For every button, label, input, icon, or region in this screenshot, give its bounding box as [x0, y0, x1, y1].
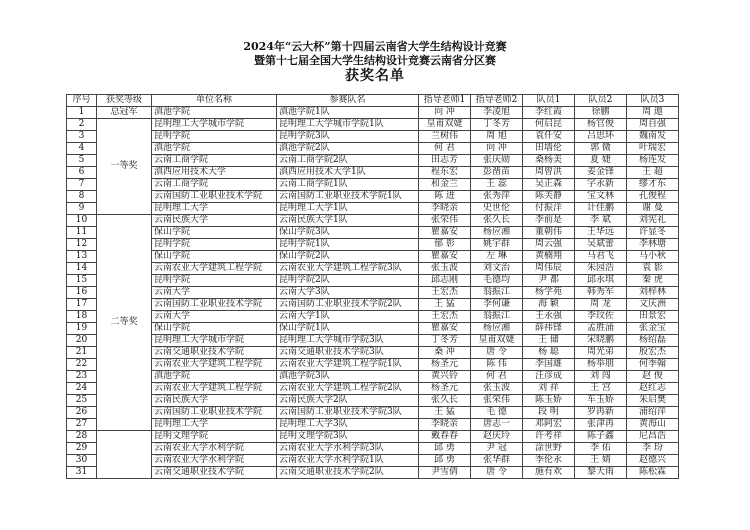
cell-index: 11: [67, 227, 97, 239]
cell-index: 24: [67, 383, 97, 395]
cell-advisor-2: 张秀萍: [471, 191, 523, 203]
cell-member-3: 李 玢: [627, 443, 679, 455]
cell-member-1: 薛祎锋: [523, 323, 575, 335]
table-row: [67, 191, 679, 203]
cell-member-3: 周自强: [627, 119, 679, 131]
header-team-name: 参赛队名: [277, 95, 419, 107]
cell-member-2: 吴斌蕾: [575, 239, 627, 251]
cell-member-1: 田墙伦: [523, 143, 575, 155]
table-row: [67, 299, 679, 311]
cell-award-level: 二等奖: [97, 215, 152, 431]
cell-member-3: 田景宏: [627, 311, 679, 323]
cell-institution: 云南国防工业职业技术学院: [152, 407, 277, 419]
cell-institution: 滇池学院: [152, 107, 277, 119]
cell-advisor-1: 向 冲: [419, 107, 471, 119]
cell-institution: 云南交通职业技术学院: [152, 347, 277, 359]
cell-advisor-1: 尹雪倩: [419, 467, 471, 479]
cell-advisor-2: 杨应湘: [471, 323, 523, 335]
cell-team-name: 昆明理工大学3队: [277, 419, 419, 431]
cell-member-1: 付振洋: [523, 203, 575, 215]
cell-advisor-2: 张华群: [471, 455, 523, 467]
cell-member-3: 秦 虎: [627, 275, 679, 287]
cell-team-name: 滇池学院1队: [277, 107, 419, 119]
cell-member-1: 邓阿宏: [523, 419, 575, 431]
cell-member-3: 缪才东: [627, 179, 679, 191]
cell-advisor-1: 程东宏: [419, 167, 471, 179]
cell-member-2: 车玉娇: [575, 395, 627, 407]
table-row: [67, 467, 679, 479]
cell-member-1: 袁仟安: [523, 131, 575, 143]
cell-advisor-1: 邱志刚: [419, 275, 471, 287]
table-row: [67, 347, 679, 359]
cell-team-name: 昆明学院1队: [277, 239, 419, 251]
cell-institution: 云南农业大学水利学院: [152, 455, 277, 467]
cell-member-2: 李 佑: [575, 443, 627, 455]
cell-index: 23: [67, 371, 97, 383]
table-row: [67, 107, 679, 119]
cell-institution: 云南民族大学: [152, 395, 277, 407]
cell-team-name: 昆明理工大学1队: [277, 203, 419, 215]
table-row: [67, 179, 679, 191]
cell-member-2: 邱永琪: [575, 275, 627, 287]
cell-team-name: 滇池学院3队: [277, 371, 419, 383]
cell-institution: 保山学院: [152, 251, 277, 263]
cell-index: 27: [67, 419, 97, 431]
table-row: [67, 251, 679, 263]
cell-team-name: 云南国防工业职业技术学院1队: [277, 191, 419, 203]
cell-institution: 昆明学院: [152, 131, 277, 143]
cell-member-1: 何启昆: [523, 119, 575, 131]
cell-team-name: 昆明文理学院3队: [277, 431, 419, 443]
cell-member-1: 杨学苑: [523, 287, 575, 299]
cell-member-2: 张津再: [575, 419, 627, 431]
cell-advisor-2: 周 旭: [471, 131, 523, 143]
cell-member-3: 谢 曼: [627, 203, 679, 215]
cell-member-1: 段 明: [523, 407, 575, 419]
cell-team-name: 云南农业大学建筑工程学院1队: [277, 359, 419, 371]
cell-advisor-2: 翁振江: [471, 287, 523, 299]
cell-advisor-2: 张荣伟: [471, 395, 523, 407]
table-row: [67, 311, 679, 323]
cell-institution: 云南国防工业职业技术学院: [152, 299, 277, 311]
cell-advisor-2: 史世伦: [471, 203, 523, 215]
cell-advisor-2: 丁冬芳: [471, 119, 523, 131]
award-table: [66, 94, 679, 479]
cell-team-name: 保山学院3队: [277, 227, 419, 239]
cell-award-level: 一等奖: [97, 119, 152, 215]
cell-institution: 昆明理工大学: [152, 203, 277, 215]
cell-team-name: 保山学院1队: [277, 323, 419, 335]
cell-member-1: 王永强: [523, 311, 575, 323]
cell-member-1: 杨 聪: [523, 347, 575, 359]
table-row: [67, 335, 679, 347]
cell-institution: 云南大学: [152, 311, 277, 323]
cell-institution: 昆明理工大学: [152, 419, 277, 431]
table-body: [67, 107, 679, 479]
cell-institution: 昆明学院: [152, 239, 277, 251]
title-line-1: 2024年“云大杯”第十四届云南省大学生结构设计竞赛: [243, 40, 507, 53]
cell-member-2: 杨官俊: [575, 119, 627, 131]
cell-index: 17: [67, 299, 97, 311]
cell-team-name: 云南民族大学2队: [277, 395, 419, 407]
cell-member-3: 魏南发: [627, 131, 679, 143]
cell-team-name: 昆明学院2队: [277, 275, 419, 287]
cell-member-3: 黄海山: [627, 419, 679, 431]
table-row: [67, 443, 679, 455]
cell-member-2: 杨举朋: [575, 359, 627, 371]
cell-member-2: 孟胜涌: [575, 323, 627, 335]
cell-member-1: 尹 都: [523, 275, 575, 287]
cell-institution: 云南农业大学建筑工程学院: [152, 263, 277, 275]
cell-team-name: 云南工商学院2队: [277, 155, 419, 167]
cell-member-2: 吕思环: [575, 131, 627, 143]
cell-institution: 保山学院: [152, 227, 277, 239]
cell-member-3: 张金宝: [627, 323, 679, 335]
cell-member-1: 许考祥: [523, 431, 575, 443]
cell-member-1: 周伟辰: [523, 263, 575, 275]
cell-advisor-2: 张久长: [471, 215, 523, 227]
cell-member-2: 周 龙: [575, 299, 627, 311]
cell-institution: 昆明理工大学城市学院: [152, 335, 277, 347]
cell-advisor-1: 王 猛: [419, 407, 471, 419]
cell-index: 7: [67, 179, 97, 191]
table-row: [67, 287, 679, 299]
cell-team-name: 云南大学1队: [277, 311, 419, 323]
cell-member-3: 孔俊程: [627, 191, 679, 203]
cell-member-1: 周曾洪: [523, 167, 575, 179]
cell-member-2: 朱园浩: [575, 263, 627, 275]
cell-member-2: 徐鹏: [575, 107, 627, 119]
cell-member-2: 李 斌: [575, 215, 627, 227]
table-row: [67, 203, 679, 215]
cell-member-3: 杨连发: [627, 155, 679, 167]
cell-advisor-2: 毛德均: [471, 275, 523, 287]
cell-team-name: 云南交通职业技术学院2队: [277, 467, 419, 479]
cell-member-1: 施有欢: [523, 467, 575, 479]
cell-member-3: 许显冬: [627, 227, 679, 239]
cell-index: 1: [67, 107, 97, 119]
table-row: [67, 215, 679, 227]
cell-team-name: 滇西应用技术大学1队: [277, 167, 419, 179]
cell-institution: 云南交通职业技术学院: [152, 467, 277, 479]
cell-index: 16: [67, 287, 97, 299]
cell-index: 6: [67, 167, 97, 179]
cell-institution: 云南大学: [152, 287, 277, 299]
cell-index: 15: [67, 275, 97, 287]
cell-index: 10: [67, 215, 97, 227]
table-row: [67, 419, 679, 431]
cell-team-name: 云南国防工业职业技术学院3队: [277, 407, 419, 419]
cell-member-3: 浦绍萍: [627, 407, 679, 419]
cell-member-1: 陈芙静: [523, 191, 575, 203]
cell-award-level: [97, 431, 152, 479]
cell-advisor-2: 张玉波: [471, 383, 523, 395]
cell-advisor-2: 陈 伟: [471, 359, 523, 371]
cell-member-2: 姜金锋: [575, 167, 627, 179]
cell-advisor-1: 和金兰: [419, 179, 471, 191]
cell-member-3: 陈松霖: [627, 467, 679, 479]
cell-member-1: 吴正森: [523, 179, 575, 191]
cell-team-name: 昆明理工大学城市学院1队: [277, 119, 419, 131]
cell-advisor-2: 刘文治: [471, 263, 523, 275]
cell-advisor-1: 桑 冲: [419, 347, 471, 359]
cell-member-3: 周 遨: [627, 107, 679, 119]
cell-advisor-1: 陈 进: [419, 191, 471, 203]
table-row: [67, 275, 679, 287]
cell-institution: 滇池学院: [152, 143, 277, 155]
cell-index: 3: [67, 131, 97, 143]
cell-member-3: 刘宪礼: [627, 215, 679, 227]
cell-member-3: 文庆洲: [627, 299, 679, 311]
cell-member-3: 朱启樊: [627, 395, 679, 407]
header-advisor-2: 指导老师2: [471, 95, 523, 107]
cell-member-3: 叶瑞宏: [627, 143, 679, 155]
table-row: [67, 227, 679, 239]
cell-advisor-2: 唐 令: [471, 467, 523, 479]
cell-member-1: 海 颖: [523, 299, 575, 311]
cell-member-1: 周云强: [523, 239, 575, 251]
cell-index: 18: [67, 311, 97, 323]
cell-advisor-2: 何 君: [471, 371, 523, 383]
cell-team-name: 昆明学院3队: [277, 131, 419, 143]
cell-index: 12: [67, 239, 97, 251]
cell-team-name: 云南国防工业职业技术学院2队: [277, 299, 419, 311]
cell-institution: 云南工商学院: [152, 155, 277, 167]
cell-index: 22: [67, 359, 97, 371]
cell-institution: 云南农业大学水利学院: [152, 443, 277, 455]
cell-advisor-2: 杨应湘: [471, 227, 523, 239]
cell-member-2: 周光弟: [575, 347, 627, 359]
cell-team-name: 云南农业大学建筑工程学院3队: [277, 263, 419, 275]
cell-member-2: 王 婧: [575, 455, 627, 467]
cell-member-3: 尼昌浩: [627, 431, 679, 443]
table-row: [67, 143, 679, 155]
cell-advisor-1: 张荣伟: [419, 215, 471, 227]
cell-index: 26: [67, 407, 97, 419]
cell-member-2: 王华远: [575, 227, 627, 239]
cell-advisor-2: 李何谦: [471, 299, 523, 311]
table-row: [67, 131, 679, 143]
cell-advisor-1: 郁 彰: [419, 239, 471, 251]
cell-advisor-1: 李晓亲: [419, 419, 471, 431]
cell-team-name: 云南民族大学1队: [277, 215, 419, 227]
cell-advisor-1: 兰树伟: [419, 131, 471, 143]
table-row: [67, 431, 679, 443]
cell-member-2: 李玟佐: [575, 311, 627, 323]
cell-advisor-2: 王 蕊: [471, 179, 523, 191]
cell-advisor-1: 张玉波: [419, 263, 471, 275]
cell-index: 2: [67, 119, 97, 131]
table-row: [67, 407, 679, 419]
cell-institution: 滇西应用技术大学: [152, 167, 277, 179]
cell-member-3: 赵 俊: [627, 371, 679, 383]
cell-member-2: 王 宫: [575, 383, 627, 395]
cell-member-3: 袁 影: [627, 263, 679, 275]
cell-member-3: 李林塘: [627, 239, 679, 251]
cell-advisor-2: 毛 德: [471, 407, 523, 419]
cell-advisor-1: 王 猛: [419, 299, 471, 311]
table-row: [67, 155, 679, 167]
header-index: 序号: [67, 95, 97, 107]
cell-advisor-2: 唐志一: [471, 419, 523, 431]
cell-member-2: 马君飞: [575, 251, 627, 263]
table-row: [67, 239, 679, 251]
table-row: [67, 323, 679, 335]
cell-advisor-2: 左 琳: [471, 251, 523, 263]
header-award-level: 获奖等级: [97, 95, 152, 107]
cell-institution: 云南民族大学: [152, 215, 277, 227]
cell-advisor-2: 彭凿苗: [471, 167, 523, 179]
cell-member-1: 季伦永: [523, 455, 575, 467]
cell-index: 30: [67, 455, 97, 467]
cell-member-3: 杨绍磊: [627, 335, 679, 347]
cell-member-1: 汪彦成: [523, 371, 575, 383]
cell-member-1: 李国雄: [523, 359, 575, 371]
cell-institution: 云南国防工业职业技术学院: [152, 191, 277, 203]
cell-advisor-1: 杨圣元: [419, 383, 471, 395]
cell-member-3: 王 超: [627, 167, 679, 179]
header-member-1: 队员1: [523, 95, 575, 107]
cell-index: 8: [67, 191, 97, 203]
cell-institution: 保山学院: [152, 323, 277, 335]
cell-award-level: 总冠军: [97, 107, 152, 119]
cell-member-2: 夏 婕: [575, 155, 627, 167]
cell-advisor-1: 瞿嘉安: [419, 251, 471, 263]
cell-member-2: 字永新: [575, 179, 627, 191]
header-member-3: 队员3: [627, 95, 679, 107]
cell-team-name: 保山学院2队: [277, 251, 419, 263]
cell-index: 19: [67, 323, 97, 335]
cell-advisor-1: 黄兴铃: [419, 371, 471, 383]
cell-member-1: 李红霞: [523, 107, 575, 119]
cell-member-2: 计佳鹏: [575, 203, 627, 215]
cell-member-2: 陈子鑫: [575, 431, 627, 443]
cell-member-2: 刘 闯: [575, 371, 627, 383]
cell-member-1: 陈玉娇: [523, 395, 575, 407]
cell-member-1: 刘 祥: [523, 383, 575, 395]
cell-advisor-1: 张久长: [419, 395, 471, 407]
cell-member-3: 刘梓林: [627, 287, 679, 299]
cell-member-1: 桑杨美: [523, 155, 575, 167]
cell-advisor-1: 邱 勇: [419, 455, 471, 467]
cell-team-name: 云南农业大学水利学院1队: [277, 455, 419, 467]
cell-index: 25: [67, 395, 97, 407]
cell-member-3: 殷宏杰: [627, 347, 679, 359]
cell-member-3: 赵德兴: [627, 455, 679, 467]
cell-team-name: 云南工商学院1队: [277, 179, 419, 191]
cell-member-3: 何季翰: [627, 359, 679, 371]
cell-advisor-1: 何 君: [419, 143, 471, 155]
cell-index: 29: [67, 443, 97, 455]
cell-team-name: 云南农业大学建筑工程学院2队: [277, 383, 419, 395]
cell-member-3: 马小秋: [627, 251, 679, 263]
cell-institution: 云南农业大学建筑工程学院: [152, 383, 277, 395]
cell-member-2: 宋晓鹏: [575, 335, 627, 347]
cell-team-name: 滇池学院2队: [277, 143, 419, 155]
header-institution: 单位名称: [152, 95, 277, 107]
cell-member-1: 黄楠翔: [523, 251, 575, 263]
cell-institution: 滇池学院: [152, 371, 277, 383]
cell-institution: 昆明文理学院: [152, 431, 277, 443]
cell-index: 9: [67, 203, 97, 215]
table-header: [67, 95, 679, 107]
cell-advisor-1: 瞿嘉安: [419, 227, 471, 239]
cell-advisor-1: 田志芳: [419, 155, 471, 167]
cell-index: 14: [67, 263, 97, 275]
cell-advisor-1: 瞿嘉安: [419, 323, 471, 335]
cell-member-1: 李前是: [523, 215, 575, 227]
cell-advisor-2: 尹 冠: [471, 443, 523, 455]
cell-advisor-2: 唐 令: [471, 347, 523, 359]
cell-team-name: 云南交通职业技术学院3队: [277, 347, 419, 359]
cell-index: 20: [67, 335, 97, 347]
table-row: [67, 119, 679, 131]
cell-advisor-2: 向 冲: [471, 143, 523, 155]
cell-advisor-1: 邱 勇: [419, 443, 471, 455]
cell-advisor-1: 戴春春: [419, 431, 471, 443]
cell-team-name: 云南大学3队: [277, 287, 419, 299]
cell-advisor-2: 赵庆玲: [471, 431, 523, 443]
cell-advisor-2: 翁振江: [471, 311, 523, 323]
cell-advisor-2: 李凌旭: [471, 107, 523, 119]
table-row: [67, 359, 679, 371]
cell-advisor-2: 姚宇群: [471, 239, 523, 251]
cell-advisor-1: 皇甫双婕: [419, 119, 471, 131]
cell-member-2: 黎天雨: [575, 467, 627, 479]
cell-member-3: 赵红志: [627, 383, 679, 395]
cell-institution: 昆明学院: [152, 275, 277, 287]
cell-member-2: 罗再新: [575, 407, 627, 419]
cell-member-1: 董朝伟: [523, 227, 575, 239]
title-line-2: 暨第十七届全国大学生结构设计竞赛云南省分区赛: [254, 54, 496, 67]
cell-advisor-1: 杨圣元: [419, 359, 471, 371]
header-member-2: 队员2: [575, 95, 627, 107]
cell-institution: 云南农业大学建筑工程学院: [152, 359, 277, 371]
table-row: [67, 263, 679, 275]
cell-advisor-1: 王宏杰: [419, 287, 471, 299]
cell-index: 4: [67, 143, 97, 155]
table-row: [67, 167, 679, 179]
cell-member-2: 宝文林: [575, 191, 627, 203]
cell-advisor-1: 王宏杰: [419, 311, 471, 323]
cell-member-1: 王 储: [523, 335, 575, 347]
cell-member-1: 涂世野: [523, 443, 575, 455]
cell-advisor-2: 张庆勋: [471, 155, 523, 167]
cell-index: 21: [67, 347, 97, 359]
header-advisor-1: 指导老师1: [419, 95, 471, 107]
cell-member-2: 郭 微: [575, 143, 627, 155]
cell-institution: 昆明理工大学城市学院: [152, 119, 277, 131]
table-row: [67, 371, 679, 383]
cell-team-name: 昆明理工大学城市学院3队: [277, 335, 419, 347]
cell-institution: 云南工商学院: [152, 179, 277, 191]
cell-team-name: 云南农业大学水利学院3队: [277, 443, 419, 455]
cell-index: 31: [67, 467, 97, 479]
award-list-title: 获奖名单: [345, 68, 405, 84]
cell-index: 5: [67, 155, 97, 167]
cell-index: 28: [67, 431, 97, 443]
cell-advisor-1: 李晓亲: [419, 203, 471, 215]
table-row: [67, 383, 679, 395]
cell-advisor-2: 皇甫双婕: [471, 335, 523, 347]
cell-member-2: 韩秀军: [575, 287, 627, 299]
cell-index: 13: [67, 251, 97, 263]
table-row: [67, 395, 679, 407]
table-row: [67, 455, 679, 467]
cell-advisor-1: 丁冬芳: [419, 335, 471, 347]
